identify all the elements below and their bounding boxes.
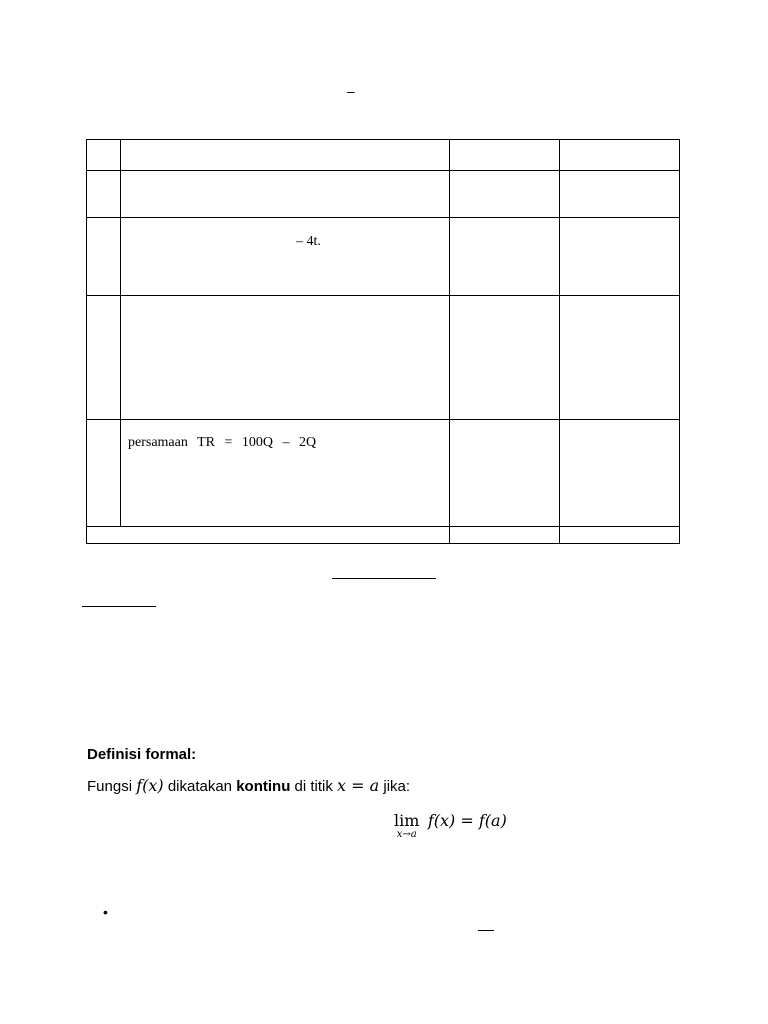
table-cell bbox=[450, 171, 560, 218]
sentence-prefix: Fungsi bbox=[87, 778, 133, 795]
table-cell bbox=[560, 140, 680, 171]
table-cell bbox=[560, 218, 680, 296]
limit-equation bbox=[394, 812, 507, 840]
limit-expression: f(x) = f(a) bbox=[427, 811, 507, 830]
table-row bbox=[87, 218, 680, 296]
table-cell bbox=[560, 171, 680, 218]
definition-sentence bbox=[87, 776, 410, 795]
table-cell bbox=[87, 420, 121, 527]
table-cell bbox=[450, 296, 560, 420]
table-cell bbox=[121, 171, 450, 218]
lim-subscript: x→a bbox=[396, 829, 417, 840]
table-cell bbox=[121, 296, 450, 420]
table-cell bbox=[560, 296, 680, 420]
underline-rule bbox=[332, 578, 436, 579]
table-cell bbox=[450, 140, 560, 171]
table-cell bbox=[121, 140, 450, 171]
sentence-bold-word: kontinu bbox=[236, 778, 291, 795]
worksheet-table bbox=[86, 139, 680, 544]
table-cell bbox=[560, 420, 680, 527]
bullet-point: • bbox=[103, 904, 108, 920]
math-condition: x = a bbox=[337, 776, 380, 795]
definition-heading: Definisi formal: bbox=[87, 746, 197, 763]
row4-text: persamaan TR = 100Q – 2Q bbox=[128, 435, 317, 450]
table-cell bbox=[560, 527, 680, 544]
table-cell bbox=[87, 527, 450, 544]
table-cell bbox=[87, 218, 121, 296]
table-cell bbox=[87, 140, 121, 171]
limit-operator bbox=[394, 812, 419, 840]
table-row bbox=[87, 171, 680, 218]
sentence-mid2: di titik bbox=[294, 778, 333, 795]
table-header-row bbox=[87, 140, 680, 171]
fraction-bar bbox=[478, 930, 494, 931]
table-cell bbox=[450, 527, 560, 544]
table-cell bbox=[87, 296, 121, 420]
table-footer-row bbox=[87, 527, 680, 544]
header-dash: – bbox=[347, 83, 355, 99]
math-fx: f(x) bbox=[136, 776, 164, 795]
table-cell bbox=[450, 420, 560, 527]
underline-rule bbox=[82, 606, 156, 607]
table-cell bbox=[121, 218, 450, 296]
table-cell bbox=[87, 171, 121, 218]
row2-text: – 4t. bbox=[296, 234, 321, 249]
table-row bbox=[87, 296, 680, 420]
sentence-suffix: jika: bbox=[383, 778, 411, 795]
sentence-mid1: dikatakan bbox=[167, 778, 233, 795]
table-cell bbox=[450, 218, 560, 296]
lim-text: lim bbox=[394, 811, 420, 830]
